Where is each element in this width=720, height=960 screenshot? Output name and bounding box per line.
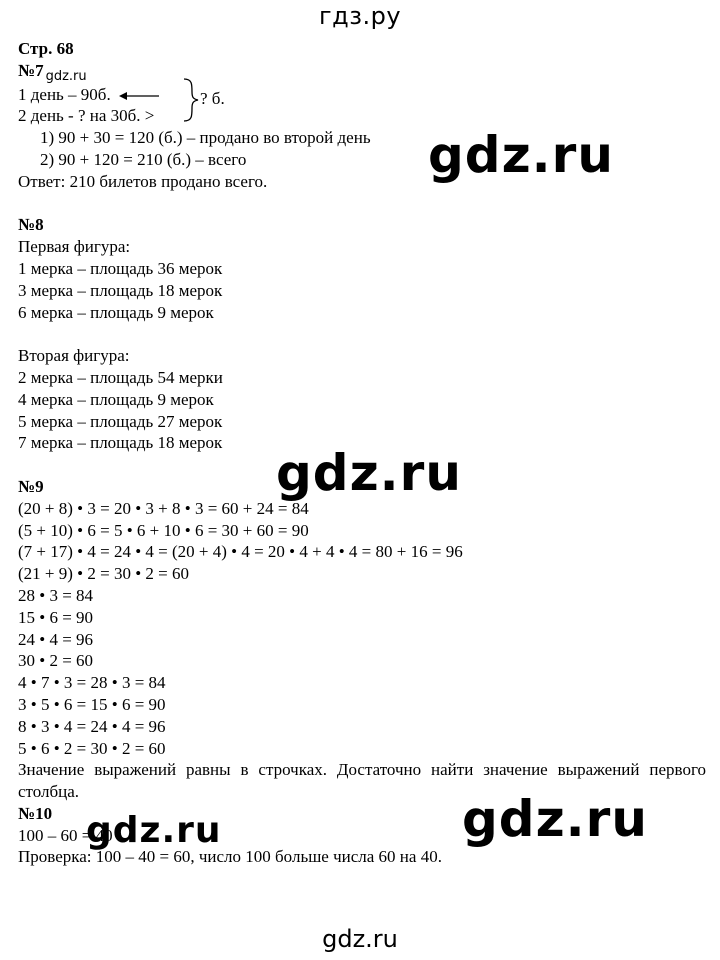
task9-row: (5 + 10) • 6 = 5 • 6 + 10 • 6 = 30 + 60 = 90 <box>18 520 309 540</box>
task10-check: Проверка: 100 – 40 = 60, число 100 больше числа 60 на 40. <box>18 847 442 867</box>
task7-line1: 1 день – 90б. <box>18 84 111 104</box>
task8-fig2-title: Вторая фигура: <box>18 346 130 366</box>
task9-row: 24 • 4 = 96 <box>18 629 94 649</box>
task9-row: 28 • 3 = 84 <box>18 585 94 605</box>
task7-line2: 2 день - ? на 30б. > <box>18 106 155 126</box>
task9-row: (7 + 17) • 4 = 24 • 4 = (20 + 4) • 4 = 20 • 4 + 4 • 4 = 80 + 16 = 96 <box>18 542 463 562</box>
watermark-logo: gdz.ru <box>86 810 222 851</box>
task9-row: (20 + 8) • 3 = 20 • 3 + 8 • 3 = 60 + 24 = 84 <box>18 498 309 518</box>
watermark-logo: gdz.ru <box>428 126 614 184</box>
task9-row: 4 • 7 • 3 = 28 • 3 = 84 <box>18 673 166 693</box>
site-footer: gdz.ru <box>322 925 398 953</box>
task8-fig1-row: 6 мерка – площадь 9 мерок <box>18 302 214 322</box>
task8-fig2-row: 2 мерка – площадь 54 мерки <box>18 367 223 387</box>
task7-number: №7 <box>18 60 44 80</box>
task9-conclusion: Значение выражений равны в строчках. Достаточно найти значение выражений первого столбца. <box>18 760 706 802</box>
task9-row: 5 • 6 • 2 = 30 • 2 = 60 <box>18 738 166 758</box>
small-watermark: gdz.ru <box>45 68 87 84</box>
watermark-logo: gdz.ru <box>276 444 462 502</box>
task10-number: №10 <box>18 803 53 823</box>
task7-number-row <box>18 60 708 84</box>
task7-answer: Ответ: 210 билетов продано всего. <box>18 171 268 191</box>
task9-row: 15 • 6 = 90 <box>18 607 94 627</box>
task8-fig1-row: 3 мерка – площадь 18 мерок <box>18 280 223 300</box>
task9-row: 8 • 3 • 4 = 24 • 4 = 96 <box>18 716 166 736</box>
task7-line1-row <box>18 84 708 106</box>
watermark-logo: gdz.ru <box>462 790 648 848</box>
task10-line1: 100 – 60 = 40 <box>18 825 113 845</box>
task8-fig1-row: 1 мерка – площадь 36 мерок <box>18 258 223 278</box>
task7-step2: 2) 90 + 120 = 210 (б.) – всего <box>40 149 247 169</box>
task8-fig2-row: 4 мерка – площадь 9 мерок <box>18 389 214 409</box>
task9-row: 30 • 2 = 60 <box>18 651 94 671</box>
task8-number: №8 <box>18 215 44 235</box>
task7-step1: 1) 90 + 30 = 120 (б.) – продано во второй день <box>40 128 371 148</box>
page-label: Стр. 68 <box>18 39 74 58</box>
task8-fig2-row: 5 мерка – площадь 27 мерок <box>18 411 223 431</box>
task9-number: №9 <box>18 476 44 496</box>
brace-label: ? б. <box>200 89 225 108</box>
task9-row: 3 • 5 • 6 = 15 • 6 = 90 <box>18 694 166 714</box>
site-header: гдз.ру <box>318 2 402 30</box>
task9-row: (21 + 9) • 2 = 30 • 2 = 60 <box>18 564 189 584</box>
arrow-left-icon <box>119 90 159 102</box>
task8-fig1-title: Первая фигура: <box>18 237 131 257</box>
task8-fig2-row: 7 мерка – площадь 18 мерок <box>18 433 223 453</box>
